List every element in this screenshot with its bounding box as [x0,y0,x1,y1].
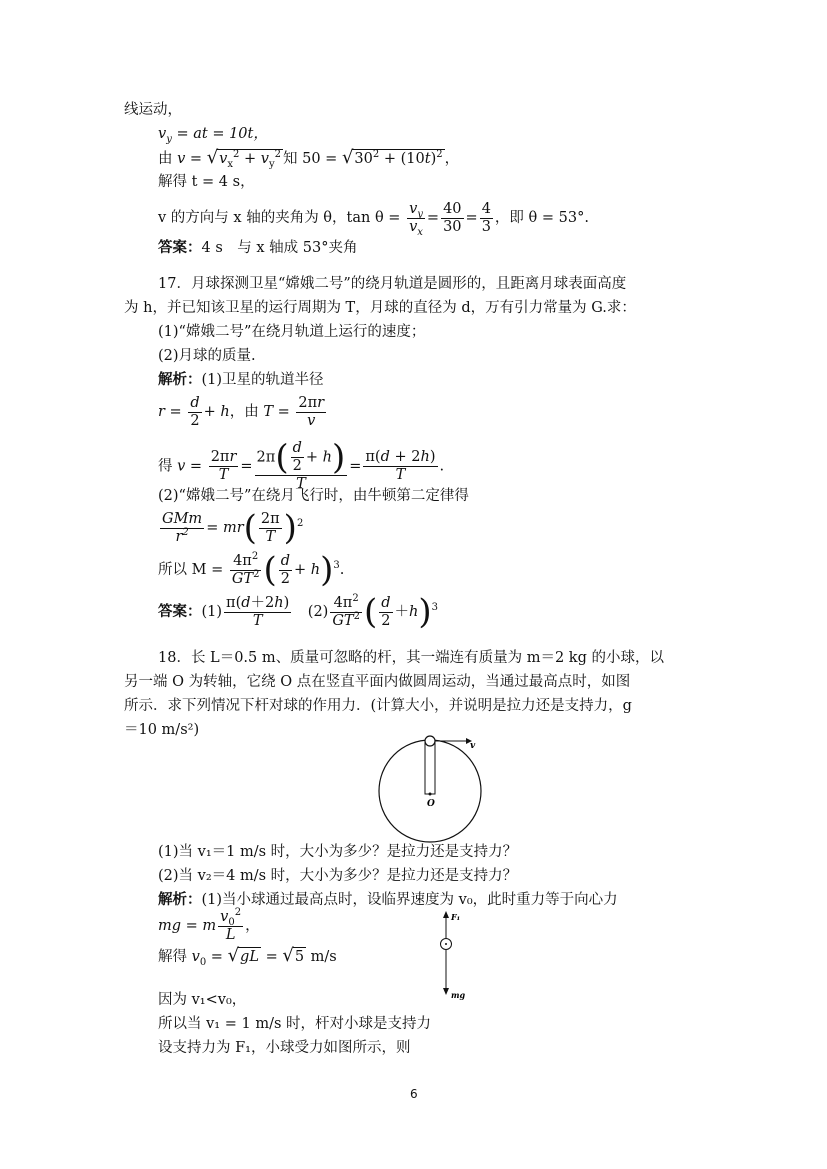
velocity-label: v [470,741,476,751]
p18-solve-v0: 解得 $v_0 = √gL = √5$ m/s [158,945,337,968]
p17-radius-equation: r = $\frac{d}{2}$ + h，由 T = $\frac{2\pi r}{v}$ [158,394,325,429]
p17-analysis: 解析：(1)卫星的轨道半径 [158,372,324,388]
pivot-label: O [427,799,435,809]
pivot-point [429,793,432,796]
p16-line-1: 线运动， [124,102,182,118]
p18-force-diagram [430,910,480,1002]
ball [425,736,435,746]
p18-circle-figure [378,734,488,846]
gravity-arrowhead [443,988,449,995]
p18-because: 因为 v₁<v₀， [158,992,247,1008]
p17-question-line-1: 17．月球探测卫星“嫦娥二号”的绕月轨道是圆形的，且距离月球表面高度 [158,276,627,292]
p18-question-line-4: ＝10 m/s²) [124,722,200,738]
p17-question-line-2: 为 h，并已知该卫星的运行周期为 T，月球的直径为 d，万有引力常量为 G.求： [124,300,636,316]
p18-analysis: 解析：(1)当小球通过最高点时，设临界速度为 v₀，此时重力等于向心力 [158,892,618,908]
circular-path [379,740,481,842]
page-number: 6 [410,1087,418,1101]
p18-question-line-2: 另一端 O 为转轴，它绕 O 点在竖直平面内做圆周运动，当通过最高点时，如图 [124,674,631,690]
p17-newton-law: (2)“嫦娥二号”在绕月飞行时，由牛顿第二定律得 [158,488,469,504]
p16-solve-t: 解得 t = 4 s， [158,174,255,190]
p18-therefore: 所以当 v₁ = 1 m/s 时，杆对小球是支持力 [158,1016,431,1032]
rod [425,742,435,794]
support-force-arrowhead [443,911,449,918]
p18-question-line-3: 所示．求下列情况下杆对球的作用力．(计算大小，并说明是拉力还是支持力，g [124,698,632,714]
p17-velocity-equation: 得 v = $\frac{2\pi r}{T}$ = 2π( $\frac{d}{2}$ + h) T = $\frac{\pi(d + 2h)}{T}$ . [158,437,445,492]
p18-subquestion-1: (1)当 v₁＝1 m/s 时，大小为多少？是拉力还是支持力？ [158,844,518,860]
ball-center [445,943,447,945]
p17-answer: 答案：(1) $\frac{\pi(d+2h)}{T}$ (2) $\frac{4\pi^2}{GT^2}$ ( $\frac{d}{2}$ ＋h)$^3$ [158,592,439,632]
p18-set-support: 设支持力为 F₁，小球受力如图所示，则 [158,1040,411,1056]
p18-subquestion-2: (2)当 v₂＝4 m/s 时，大小为多少？是拉力还是支持力？ [158,868,518,884]
p16-speed-equation: 由 $v = √v_x^2 + v_y^2$ 知 $50 = √30^2 + (10t)^2$ ， [158,147,460,170]
p18-question-line-1: 18．长 L＝0.5 m、质量可忽略的杆，其一端连有质量为 m＝2 kg 的小球，以 [158,650,664,666]
p16-direction-line: v 的方向与 x 轴的夹角为 θ，tan θ = $\frac{v_y}{v_x}$ = $\frac{40}{30}$ = $\frac{4}{3}$ ，即 θ = 53°. [158,200,589,238]
p17-question-part-2: (2)月球的质量. [158,348,256,364]
p16-answer: 答案：4 s 与 x 轴成 53°夹角 [158,240,358,256]
gravity-label: mg [451,990,466,1000]
p17-gravity-equation: $\frac{\text{GMm}}{r^2}$ = mr( $\frac{2\pi}{T}$ )$^2$ [162,508,304,548]
p18-centripetal-equation: mg = m $\frac{v_0^2}{L}$ ， [158,906,260,943]
p17-mass-equation: 所以 M = $\frac{4\pi^2}{GT^2}$ ( $\frac{d}{2}$ + h)$^3$. [158,550,345,590]
support-force-label: F₁ [451,912,461,922]
p16-vy-equation: $v_y$ = at = 10t， [158,126,268,145]
p17-question-part-1: (1)“嫦娥二号”在绕月轨道上运行的速度； [158,324,426,340]
